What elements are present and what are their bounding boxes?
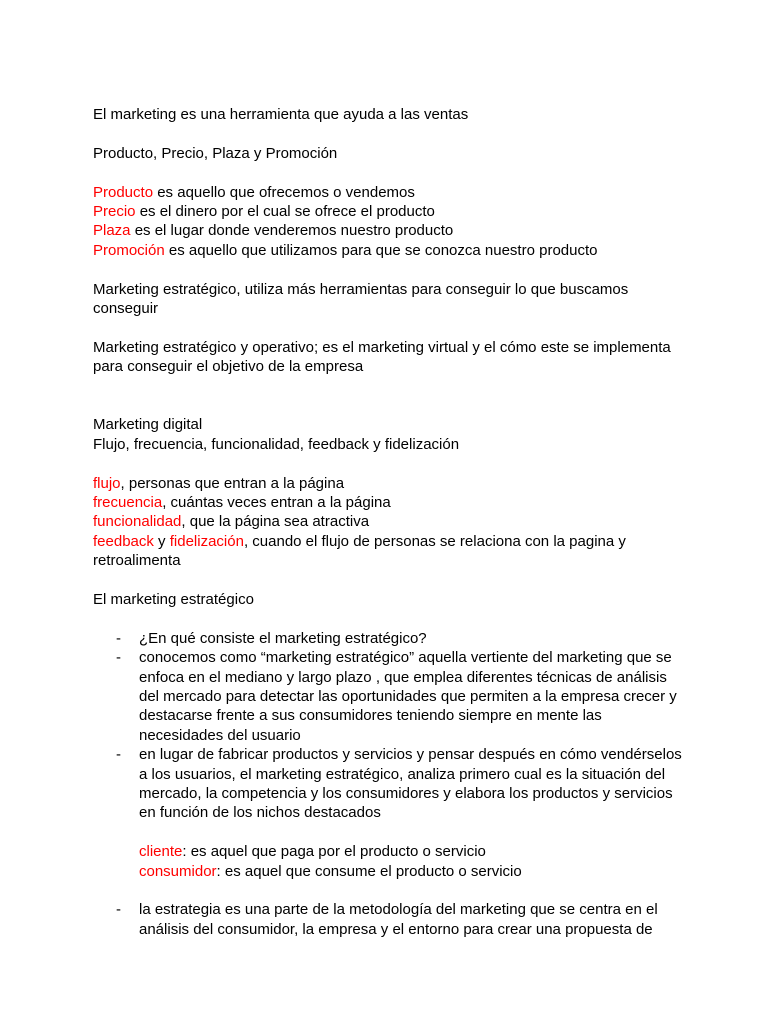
term-precio: Precio (93, 203, 136, 220)
digital-marketing-concepts: Flujo, frecuencia, funcionalidad, feedback y fidelización (93, 435, 460, 453)
definition-text: es el lugar donde venderemos nuestro producto (130, 222, 454, 240)
definition-cliente (139, 842, 688, 861)
term-consumidor: consumidor (139, 862, 217, 880)
definition-consumidor (139, 862, 688, 881)
strategic-bullet-list (93, 629, 688, 939)
list-item (93, 648, 688, 745)
definition-frecuencia (93, 493, 688, 512)
definition-text: : es aquel que paga por el producto o servicio (182, 843, 486, 861)
definition-flujo (93, 474, 688, 493)
digital-marketing-heading: Marketing digital (93, 416, 203, 434)
definition-text: es el dinero por el cual se ofrece el producto (135, 203, 435, 220)
definition-promocion (93, 241, 688, 260)
client-consumer-definitions (139, 842, 688, 881)
definition-funcionalidad (93, 512, 688, 531)
definition-text: , que la página sea atractiva (181, 513, 370, 531)
term-feedback: feedback (93, 532, 154, 550)
four-p-paragraph: Producto, Precio, Plaza y Promoción (93, 144, 338, 162)
list-item (93, 629, 688, 648)
operative-marketing-paragraph: Marketing estratégico y operativo; es el marketing virtual y el cómo este se implementa para conseguir el objetivo de la empresa (93, 338, 671, 376)
dash-bullet: - (116, 901, 121, 919)
digital-definitions (93, 474, 688, 571)
list-item-text: ¿En qué consiste el marketing estratégico? (139, 629, 427, 647)
conjunction: y (153, 532, 170, 550)
term-fidelizacion: fidelización (169, 532, 244, 550)
dash-bullet: - (116, 649, 121, 667)
definition-feedback-fidelizacion (93, 532, 688, 571)
term-cliente: cliente (139, 843, 183, 861)
definition-text: : es aquel que consume el producto o servicio (216, 862, 522, 880)
list-item-text: en lugar de fabricar productos y servicios y pensar después en cómo vendérselos a los usuarios, el marketing estratégico, analiza primero cual es la situación del mercado, la competencia y los consumidores y elabora los productos y servicios en función de los nichos destacados (139, 746, 682, 822)
intro-paragraph: El marketing es una herramienta que ayuda a las ventas (93, 106, 469, 123)
digital-marketing-block (93, 415, 688, 454)
term-flujo: flujo (93, 474, 121, 492)
strategic-marketing-paragraph: Marketing estratégico, utiliza más herramientas para conseguir lo que buscamos conseguir (93, 280, 629, 318)
term-promocion: Promoción (93, 241, 165, 259)
section-heading-strategic: El marketing estratégico (93, 591, 254, 609)
term-producto: Producto (93, 183, 154, 201)
definition-text: es aquello que ofrecemos o vendemos (153, 183, 415, 201)
definition-text: es aquello que utilizamos para que se conozca nuestro producto (164, 241, 598, 259)
term-frecuencia: frecuencia (93, 494, 163, 512)
list-item-text: conocemos como “marketing estratégico” aquella vertiente del marketing que se enfoca en el mediano y largo plazo , que emplea diferentes técnicas de análisis del mercado para detectar las oportunidades que permiten a la empresa crecer y destacarse frente a sus consumidores teniendo siempre en mente las necesidades del usuario (139, 649, 677, 744)
list-item (93, 745, 688, 881)
four-p-definitions (93, 183, 688, 261)
definition-text: , cuántas veces entran a la página (162, 494, 391, 512)
term-plaza: Plaza (93, 222, 131, 240)
term-funcionalidad: funcionalidad (93, 513, 182, 531)
definition-producto (93, 183, 688, 202)
definition-text: , personas que entran a la página (120, 474, 345, 492)
spacer (93, 396, 688, 415)
list-item-text: la estrategia es una parte de la metodología del marketing que se centra en el análisis del consumidor, la empresa y el entorno para crear una propuesta de (139, 901, 658, 938)
definition-precio (93, 202, 688, 221)
definition-text: , cuando el flujo de personas se relaciona con la pagina y retroalimenta (93, 532, 626, 570)
dash-bullet: - (116, 746, 121, 764)
dash-bullet: - (116, 629, 121, 647)
definition-plaza (93, 221, 688, 240)
list-item (93, 900, 688, 939)
